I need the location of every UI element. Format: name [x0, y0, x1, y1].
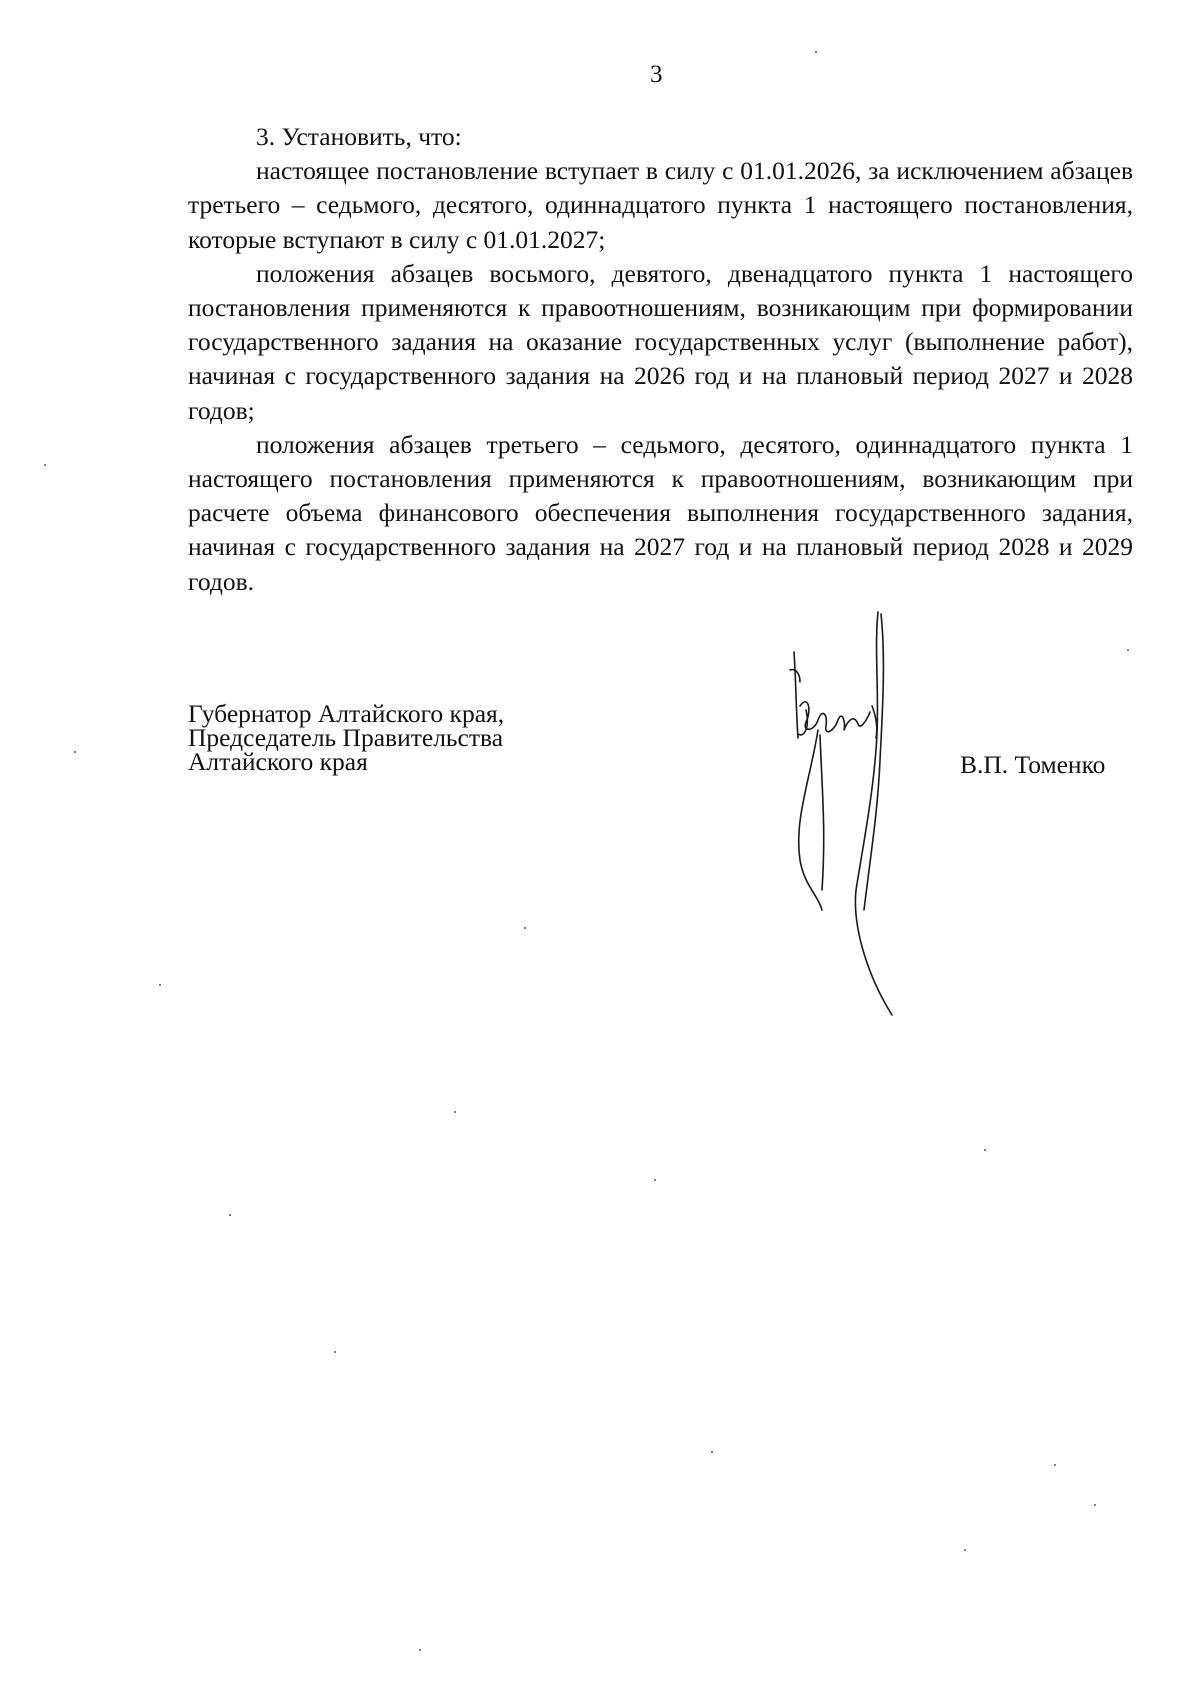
signer-name: В.П. Томенко: [960, 750, 1106, 779]
signatory-title: [188, 699, 505, 776]
page-number: 3: [650, 61, 663, 88]
signatory-title-line: Председатель Правительства: [188, 723, 504, 752]
clause-heading: 3. Установить, что:: [256, 122, 462, 151]
paragraph-effective-date: настоящее постановление вступает в силу с 01.01.2026, за исключением абзацев третьего – седьмого, десятого, одиннадцатого пункта 1 настоящего постановления, которые вступают в силу с 01.01.2027;: [188, 156, 1133, 254]
paragraph-financial-support: положения абзацев третьего – седьмого, десятого, одиннадцатого пункта 1 настоящего постановления применяются к правоотношениям, возникающим при расчете объема финансового обеспечения выполнения государственного задания, начиная с государственного задания на 2027 год и на плановый период 2028 и 2029 годов.: [188, 429, 1133, 596]
handwritten-signature: [760, 610, 940, 1020]
document-body: [188, 120, 1133, 599]
signatory-title-line: Губернатор Алтайского края,: [188, 699, 505, 728]
signatory-title-line: Алтайского края: [188, 747, 368, 776]
paragraph-state-task-formation: положения абзацев восьмого, девятого, двенадцатого пункта 1 настоящего постановления применяются к правоотношениям, возникающим при формировании государственного задания на оказание государственных услуг (выполнение работ), начиная с государственного задания на 2026 год и на плановый период 2027 и 2028 годов;: [188, 258, 1133, 425]
